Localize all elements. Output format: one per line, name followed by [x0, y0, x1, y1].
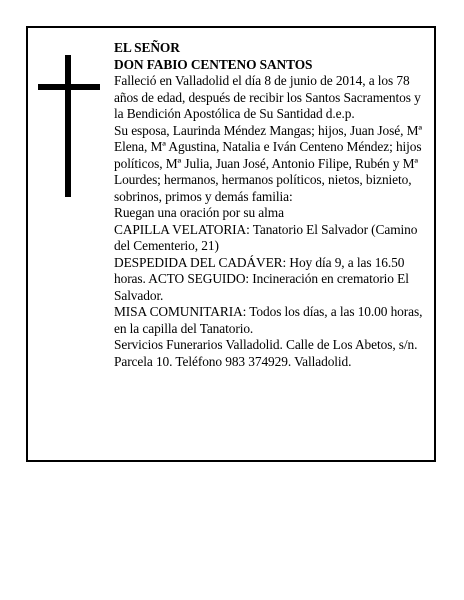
prayer-request: Ruegan una oración por su alma — [114, 205, 284, 220]
funeral-services-info: Servicios Funerarios Valladolid. Calle de Los Abetos, s/n. Parcela 10. Teléfono 983 374929. Valladolid. — [114, 337, 418, 369]
obituary-notice — [26, 26, 436, 462]
family-list: Su esposa, Laurinda Méndez Mangas; hijos, Juan José, Mª Elena, Mª Agustina, Natalia e Iván Centeno Méndez; hijos políticos, Mª Julia, Juan José, Antonio Filipe, Rubén y Mª Lourdes; hermanos, hermanos políticos, nietos, biznieto, sobrinos, primos y demás familia: — [114, 122, 422, 204]
obituary-text — [114, 40, 426, 370]
farewell-info: DESPEDIDA DEL CADÁVER: Hoy día 9, a las 16.50 horas. ACTO SEGUIDO: Incineración en crematorio El Salvador. — [114, 254, 409, 303]
chapel-info: CAPILLA VELATORIA: Tanatorio El Salvador (Camino del Cementerio, 21) — [114, 221, 418, 253]
heading-title: EL SEÑOR — [114, 40, 180, 55]
deceased-name: DON FABIO CENTENO SANTOS — [114, 56, 313, 72]
death-announcement: Falleció en Valladolid el día 8 de junio de 2014, a los 78 años de edad, después de recibir los Santos Sacramentos y la Bendición Apostólica de Su Santidad d.e.p. — [114, 73, 421, 121]
mass-info: MISA COMUNITARIA: Todos los días, a las 10.00 horas, en la capilla del Tanatorio. — [114, 304, 423, 336]
cross-vertical-bar — [65, 55, 71, 197]
cross-horizontal-bar — [38, 84, 100, 90]
cross-icon — [38, 55, 100, 197]
